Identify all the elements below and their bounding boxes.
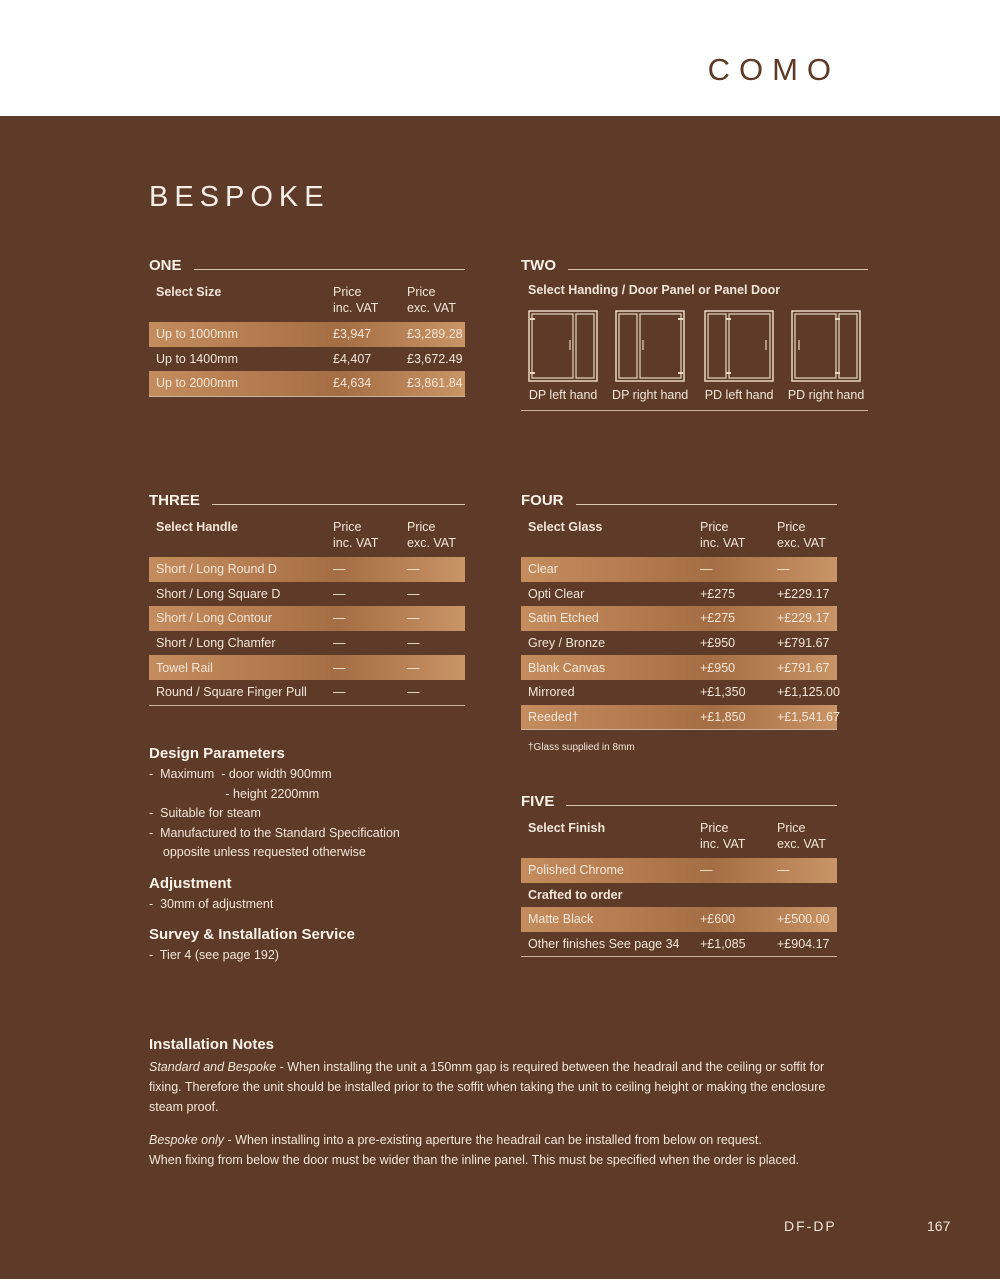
- section-three-header: Select Handle Price inc. VAT Price exc. VAT: [156, 520, 456, 550]
- section-one-header: Select Size Price inc. VAT Price exc. VAT: [156, 285, 456, 315]
- table-cell: —: [333, 586, 346, 601]
- installation-note-2: Bespoke only - When installing into a pre-existing aperture the headrail can be installed from below on request. When fixing from below the door must be wider than the inline panel. This must be specified when the order is placed.: [149, 1133, 800, 1167]
- table-cell: +£600: [700, 912, 736, 927]
- table-row: [521, 907, 837, 932]
- section-two: [521, 252, 868, 411]
- table-row: [149, 606, 465, 631]
- survey-title: Survey & Installation Service: [149, 926, 355, 943]
- design-line: - Manufactured to the Standard Specification: [149, 825, 400, 840]
- table-cell: +£229.17: [777, 586, 830, 601]
- handing-dp-right: DP right hand: [608, 310, 692, 402]
- table-cell: £3,861.84: [407, 376, 463, 391]
- design-line: opposite unless requested otherwise: [149, 845, 366, 859]
- door-diagram-icon: [615, 310, 685, 382]
- table-cell: £3,289.28: [407, 327, 463, 342]
- design-line: - height 2200mm: [149, 786, 320, 801]
- glass-footnote: †Glass supplied in 8mm: [528, 742, 635, 754]
- table-cell: +£1,350: [700, 685, 746, 700]
- table-cell: —: [407, 636, 420, 651]
- table-row: [521, 606, 837, 631]
- table-cell: —: [333, 611, 346, 626]
- door-diagram-icon: [528, 310, 598, 382]
- design-parameters-title: Design Parameters: [149, 745, 285, 762]
- table-cell: £3,947: [333, 327, 372, 342]
- section-five-title: FIVE: [521, 788, 837, 810]
- table-cell: Up to 2000mm: [156, 376, 238, 391]
- design-line: - Suitable for steam: [149, 806, 261, 820]
- page-heading: BESPOKE: [149, 181, 330, 213]
- table-cell: +£791.67: [777, 660, 830, 675]
- table-cell: Short / Long Round D: [156, 562, 277, 577]
- table-cell: Short / Long Square D: [156, 586, 281, 601]
- table-cell: Mirrored: [528, 685, 575, 700]
- table-row: [149, 371, 465, 396]
- table-cell: Crafted to order: [528, 887, 623, 902]
- table-cell: Matte Black: [528, 912, 594, 927]
- section-one-rows: [149, 322, 465, 396]
- table-cell: —: [777, 562, 790, 577]
- table-row: [149, 631, 465, 656]
- handing-label: Select Handing / Door Panel or Panel Door: [528, 283, 781, 297]
- table-cell: —: [407, 685, 420, 700]
- table-cell: Opti Clear: [528, 586, 585, 601]
- table-cell: +£1,541.67: [777, 709, 840, 724]
- table-row: [521, 705, 840, 730]
- table-row: [521, 883, 837, 908]
- table-row: [521, 932, 837, 957]
- table-cell: +£229.17: [777, 611, 830, 626]
- table-row: [149, 322, 465, 347]
- table-cell: —: [407, 660, 420, 675]
- table-cell: —: [333, 660, 346, 675]
- section-five: [521, 788, 837, 957]
- table-cell: Grey / Bronze: [528, 636, 606, 651]
- section-four-header: Select Glass Price inc. VAT Price exc. VAT: [528, 520, 826, 550]
- handing-options: [521, 310, 868, 402]
- design-parameters: [149, 745, 479, 978]
- table-cell: —: [700, 863, 713, 878]
- table-row: [521, 680, 840, 705]
- table-cell: Short / Long Chamfer: [156, 636, 276, 651]
- footer-code: DF-DP: [784, 1218, 837, 1234]
- brand-title: COMO: [707, 52, 840, 87]
- table-cell: Round / Square Finger Pull: [156, 685, 307, 700]
- table-row: [149, 655, 465, 680]
- section-five-rows: [521, 858, 837, 956]
- table-cell: Satin Etched: [528, 611, 599, 626]
- table-cell: —: [333, 685, 346, 700]
- page-header: [0, 0, 1000, 116]
- table-cell: Other finishes See page 34: [528, 937, 680, 952]
- table-row: [521, 582, 837, 607]
- section-four-title: FOUR: [521, 487, 837, 509]
- table-cell: +£275: [700, 611, 736, 626]
- table-cell: —: [700, 562, 713, 577]
- table-cell: £3,672.49: [407, 351, 463, 366]
- table-cell: +£950: [700, 636, 736, 651]
- table-row: [149, 347, 465, 372]
- table-cell: +£791.67: [777, 636, 830, 651]
- handing-dp-left: DP left hand: [528, 310, 598, 402]
- table-row: [521, 631, 837, 656]
- installation-notes-title: Installation Notes: [149, 1036, 275, 1053]
- table-cell: —: [777, 863, 790, 878]
- table-cell: £4,407: [333, 351, 372, 366]
- section-three-title: THREE: [149, 487, 465, 509]
- table-cell: +£950: [700, 660, 736, 675]
- section-three: [149, 487, 465, 706]
- door-diagram-icon: [791, 310, 861, 382]
- table-cell: —: [333, 562, 346, 577]
- table-cell: Reeded†: [528, 709, 579, 724]
- table-cell: +£1,125.00: [777, 685, 840, 700]
- handing-pd-left: PD left hand: [700, 310, 778, 402]
- section-two-title: TWO: [521, 252, 868, 274]
- table-cell: Up to 1000mm: [156, 327, 238, 342]
- handing-pd-right: PD right hand: [784, 310, 868, 402]
- table-cell: +£904.17: [777, 937, 830, 952]
- section-four-rows: [521, 557, 840, 729]
- design-line: - Maximum - door width 900mm: [149, 767, 332, 781]
- table-cell: £4,634: [333, 376, 372, 391]
- table-row: [521, 557, 837, 582]
- survey-line: - Tier 4 (see page 192): [149, 948, 279, 962]
- table-row: [149, 582, 465, 607]
- table-cell: —: [407, 586, 420, 601]
- table-cell: +£1,850: [700, 709, 746, 724]
- section-five-header: Select Finish Price inc. VAT Price exc. VAT: [528, 821, 826, 851]
- table-cell: Short / Long Contour: [156, 611, 273, 626]
- table-row: [149, 557, 465, 582]
- table-row: [149, 680, 465, 705]
- section-four: [521, 487, 840, 754]
- installation-notes: [149, 1036, 849, 1170]
- table-cell: —: [407, 611, 420, 626]
- section-one-title: ONE: [149, 252, 465, 274]
- adjustment-title: Adjustment: [149, 874, 232, 892]
- table-cell: Polished Chrome: [528, 863, 624, 878]
- page-number: 167: [927, 1218, 951, 1234]
- table-cell: Towel Rail: [156, 660, 213, 675]
- section-one: [149, 252, 465, 397]
- table-cell: Clear: [528, 562, 558, 577]
- table-cell: +£500.00: [777, 912, 830, 927]
- table-row: [521, 655, 837, 680]
- table-cell: Blank Canvas: [528, 660, 606, 675]
- door-diagram-icon: [704, 310, 774, 382]
- section-three-rows: [149, 557, 465, 705]
- table-cell: +£1,085: [700, 937, 746, 952]
- table-cell: Up to 1400mm: [156, 351, 238, 366]
- table-row: [521, 858, 837, 883]
- table-cell: —: [333, 636, 346, 651]
- adjustment-line: - 30mm of adjustment: [149, 896, 274, 911]
- table-cell: +£275: [700, 586, 736, 601]
- installation-note-1: Standard and Bespoke - When installing the unit a 150mm gap is required between the headrail and the ceiling or soffit for fixing. Therefore the unit should be installed prior to the soffit when taking the unit to ceiling height or making the enclosure steam proof.: [149, 1060, 826, 1114]
- table-cell: —: [407, 562, 420, 577]
